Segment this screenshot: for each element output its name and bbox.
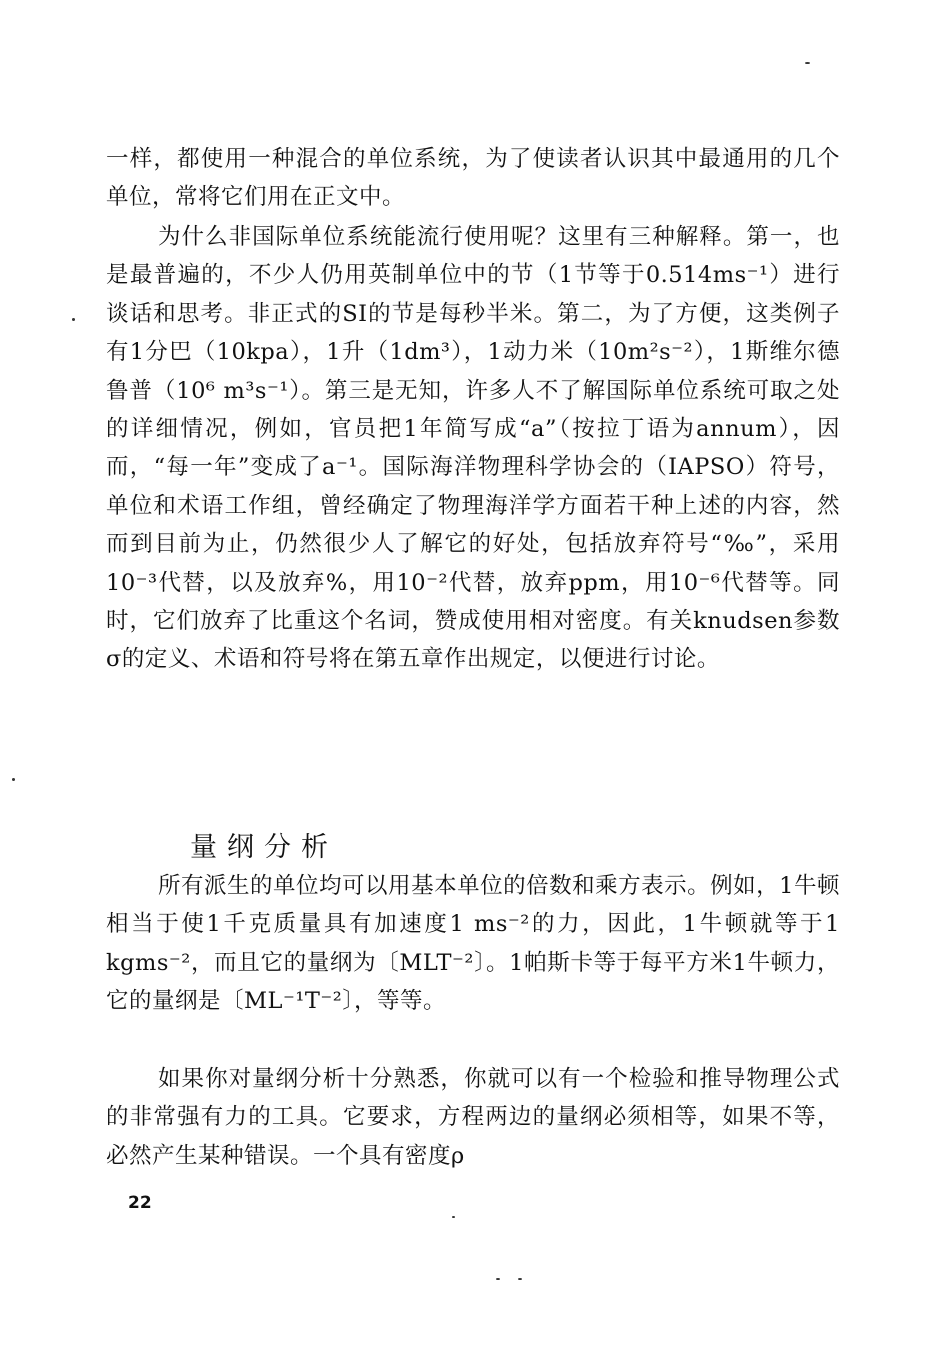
paragraph-2: 为什么非国际单位系统能流行使用呢？这里有三种解释。第一，也是最普遍的，不少人仍用英制单位中的节（1节等于0.514ms⁻¹）进行谈话和思考。非正式的SI的节是每秒半米。第二，为了方便，这类例子有1分巴（10kpa），1升（1dm³），1动力米（10m²s⁻²），1斯维尔德鲁普（10⁶ m³s⁻¹）。第三是无知，许多人不了解国际单位系统可取之处的详细情况，例如，官员把1年简写成“a”（按拉丁语为annum），因而，“每一年”变成了a⁻¹。国际海洋物理科学协会的（IAPSO）符号，单位和术语工作组，曾经确定了物理海洋学方面若干种上述的内容，然而到目前为止，仍然很少人了解它的好处，包括放弃符号“‰”，采用10⁻³代替，以及放弃%，用10⁻²代替，放弃ppm，用10⁻⁶代替等。同时，它们放弃了比重这个名词，赞成使用相对密度。有关knudsen参数σ的定义、术语和符号将在第五章作出规定，以便进行讨论。 <box>106 224 840 673</box>
paragraph-3: 所有派生的单位均可以用基本单位的倍数和乘方表示。例如，1牛顿相当于使1千克质量具有加速度1 ms⁻²的力，因此，1牛顿就等于1 kgms⁻²，而且它的量纲为〔MLT⁻²〕。1帕斯卡等于每平方米1牛顿力，它的量纲是〔ML⁻¹T⁻²〕，等等。 <box>106 873 840 1015</box>
section-heading: 量纲分析 <box>190 832 338 863</box>
scan-speck <box>452 1216 455 1218</box>
page-number: 22 <box>128 1193 152 1213</box>
paragraph-1: 一样，都使用一种混合的单位系统，为了使读者认识其中最通用的几个单位，常将它们用在正文中。 <box>106 146 840 211</box>
paragraph-4: 如果你对量纲分析十分熟悉，你就可以有一个检验和推导物理公式的非常强有力的工具。它要求，方程两边的量纲必须相等，如果不等，必然产生某种错误。一个具有密度ρ <box>106 1066 840 1169</box>
scan-speck <box>496 1278 500 1280</box>
scan-speck <box>72 318 75 321</box>
scan-speck <box>12 778 15 781</box>
scan-speck <box>518 1278 522 1280</box>
scan-speck <box>805 62 810 64</box>
